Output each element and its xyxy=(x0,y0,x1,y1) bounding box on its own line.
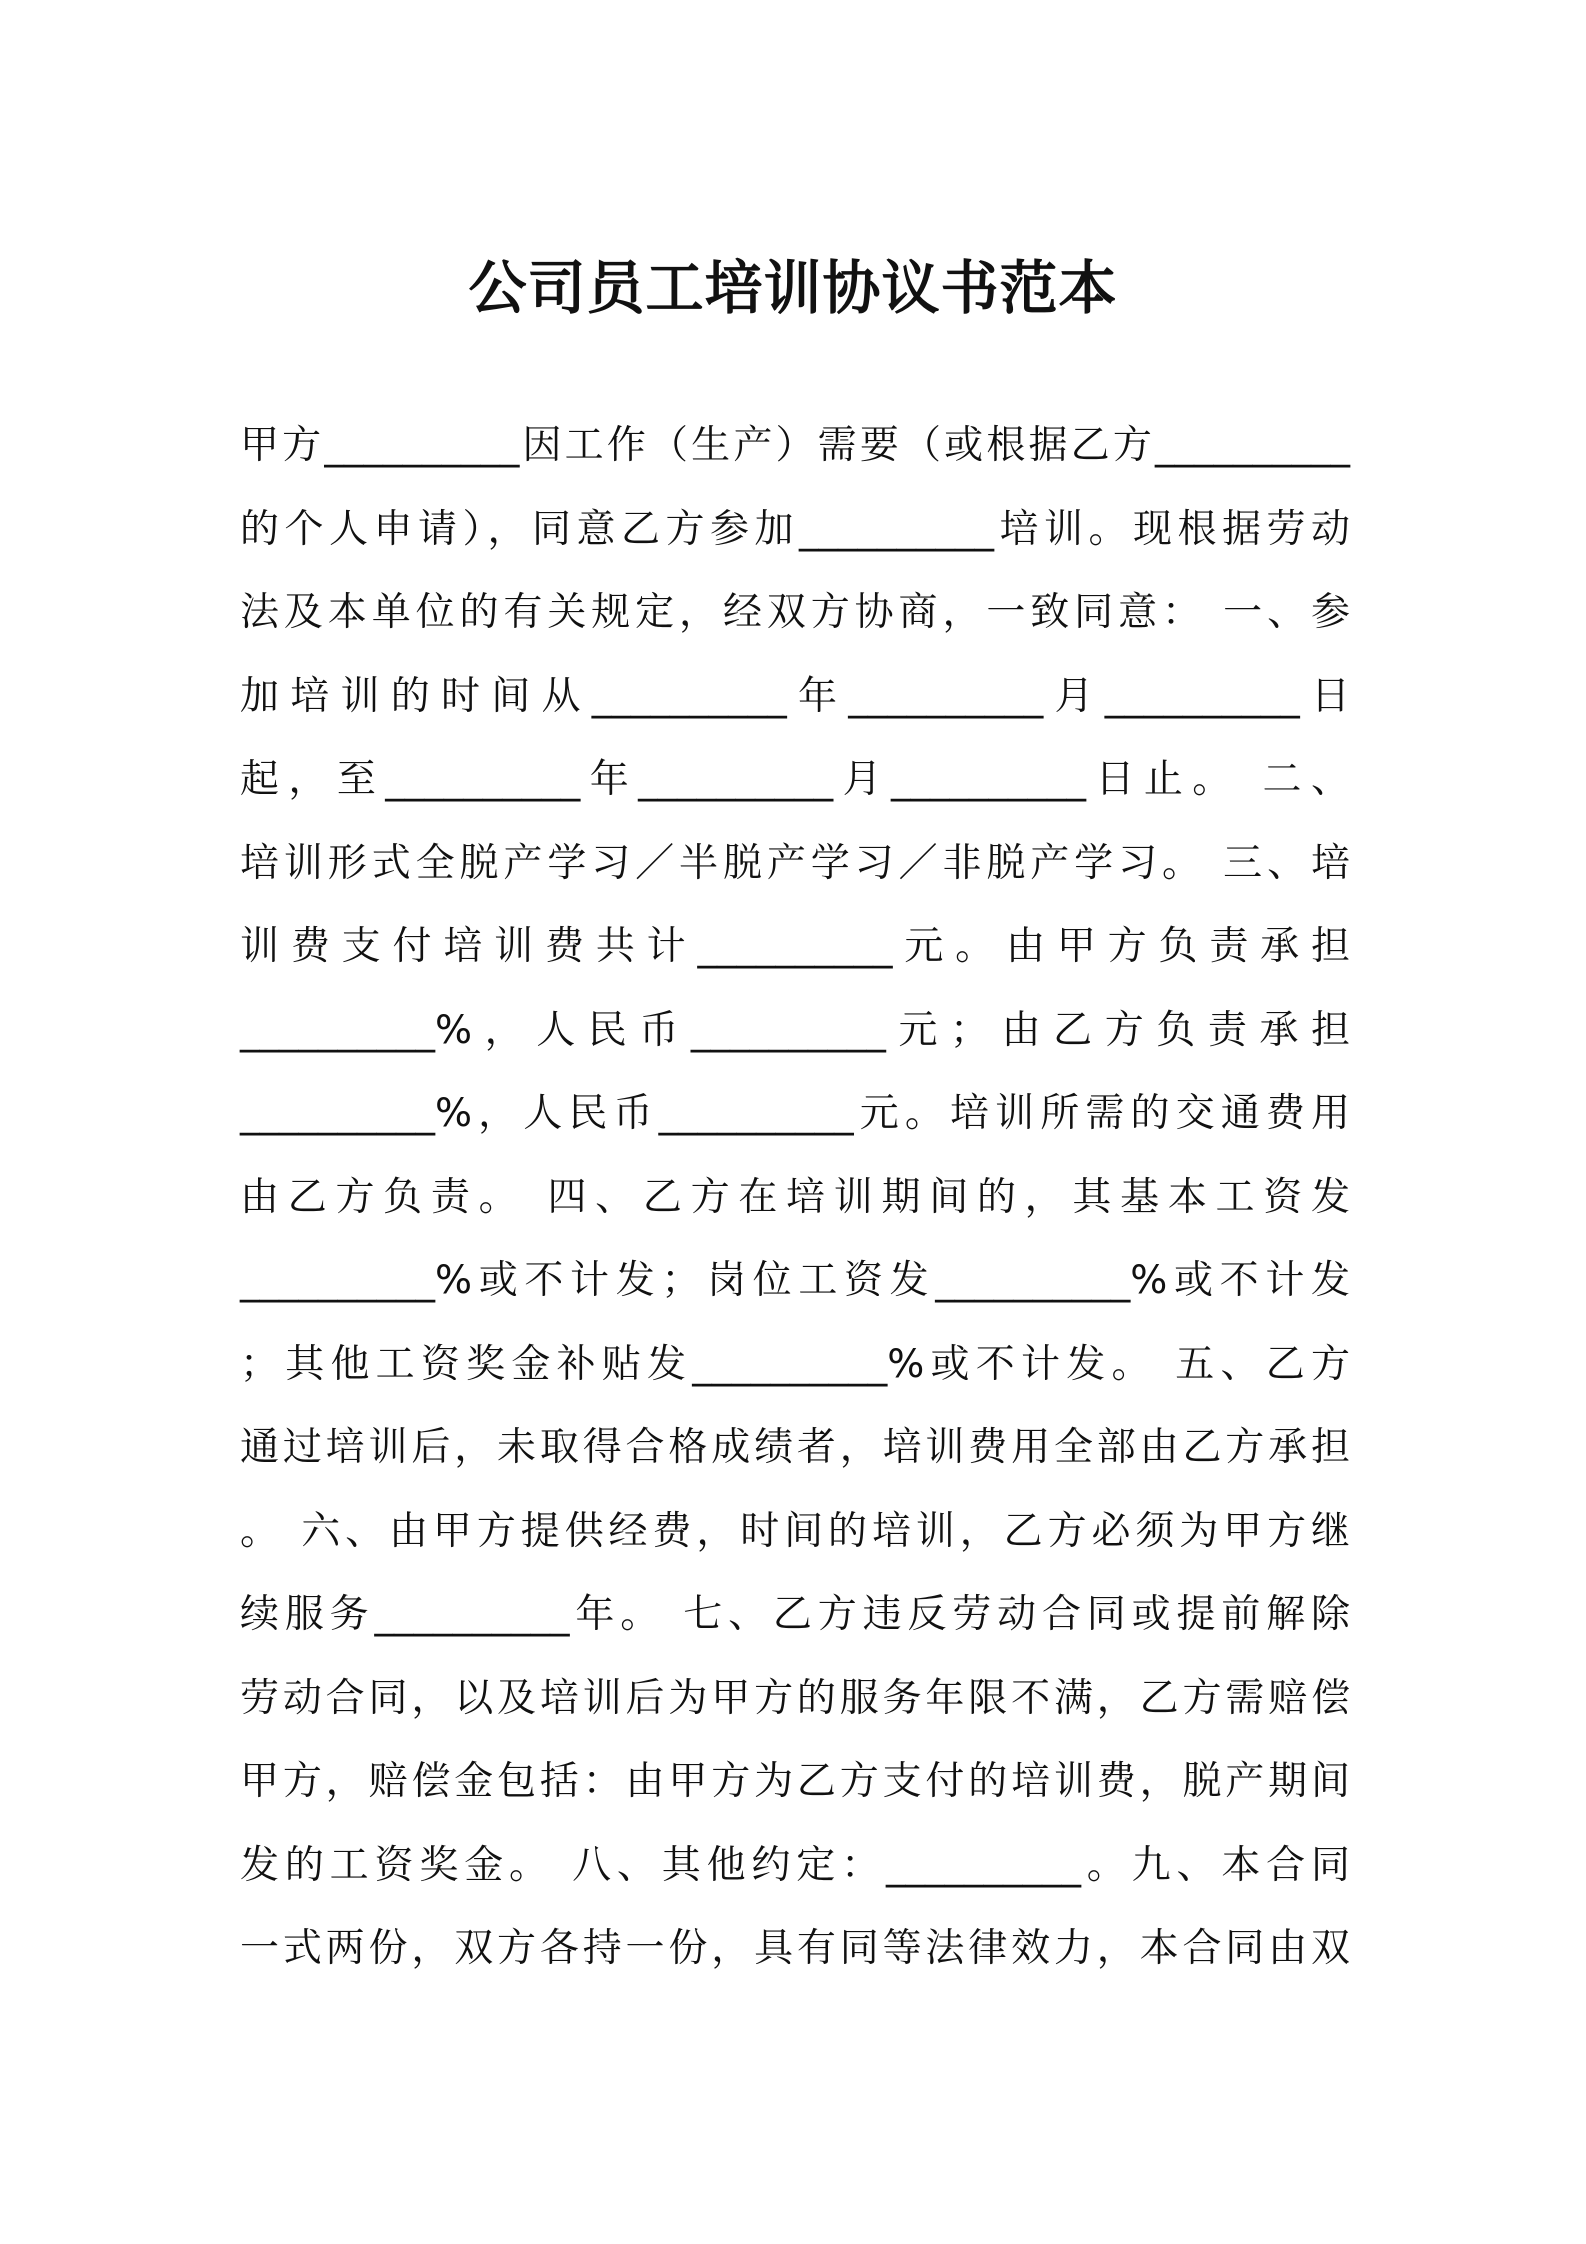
agreement-body xyxy=(240,404,1350,1991)
text-line-11: __________%或不计发；岗位工资发__________%或不计发 xyxy=(240,1258,1350,1303)
text-line-2: 的个人申请），同意乙方参加__________培训。现根据劳动 xyxy=(240,506,1350,552)
text-line-10: 由乙方负责。 四、乙方在培训期间的，其基本工资发 xyxy=(240,1174,1350,1220)
text-line-19: 一式两份，双方各持一份，具有同等法律效力，本合同由双 xyxy=(240,1926,1350,1971)
text-line-1: 甲方__________因工作（生产）需要（或根据乙方__________ xyxy=(240,423,1350,468)
text-line-16: 劳动合同，以及培训后为甲方的服务年限不满，乙方需赔偿 xyxy=(240,1675,1350,1721)
text-line-13: 通过培训后，未取得合格成绩者，培训费用全部由乙方承担 xyxy=(240,1425,1350,1470)
text-line-3: 法及本单位的有关规定，经双方协商，一致同意： 一、参 xyxy=(240,590,1350,635)
text-line-12: ；其他工资奖金补贴发__________%或不计发。 五、乙方 xyxy=(240,1341,1350,1387)
text-line-15: 续服务__________年。 七、乙方违反劳动合同或提前解除 xyxy=(240,1592,1350,1637)
text-line-7: 训费支付培训费共计__________元。由甲方负责承担 xyxy=(240,924,1350,969)
text-line-6: 培训形式全脱产学习／半脱产学习／非脱产学习。 三、培 xyxy=(240,840,1350,886)
text-line-14: 。 六、由甲方提供经费，时间的培训，乙方必须为甲方继 xyxy=(240,1508,1350,1554)
text-line-8: __________%，人民币__________元；由乙方负责承担 xyxy=(240,1007,1350,1053)
text-line-18: 发的工资奖金。 八、其他约定：__________。九、本合同 xyxy=(240,1842,1350,1888)
text-line-5: 起，至__________年__________月__________日止。 二、 xyxy=(240,757,1350,802)
text-line-17: 甲方，赔偿金包括：由甲方为乙方支付的培训费，脱产期间 xyxy=(240,1759,1350,1804)
document-title: 公司员工培训协议书范本 xyxy=(468,254,1118,322)
text-line-4: 加培训的时间从__________年__________月__________日 xyxy=(240,673,1350,719)
text-line-9: __________%，人民币__________元。培训所需的交通费用 xyxy=(240,1091,1350,1136)
